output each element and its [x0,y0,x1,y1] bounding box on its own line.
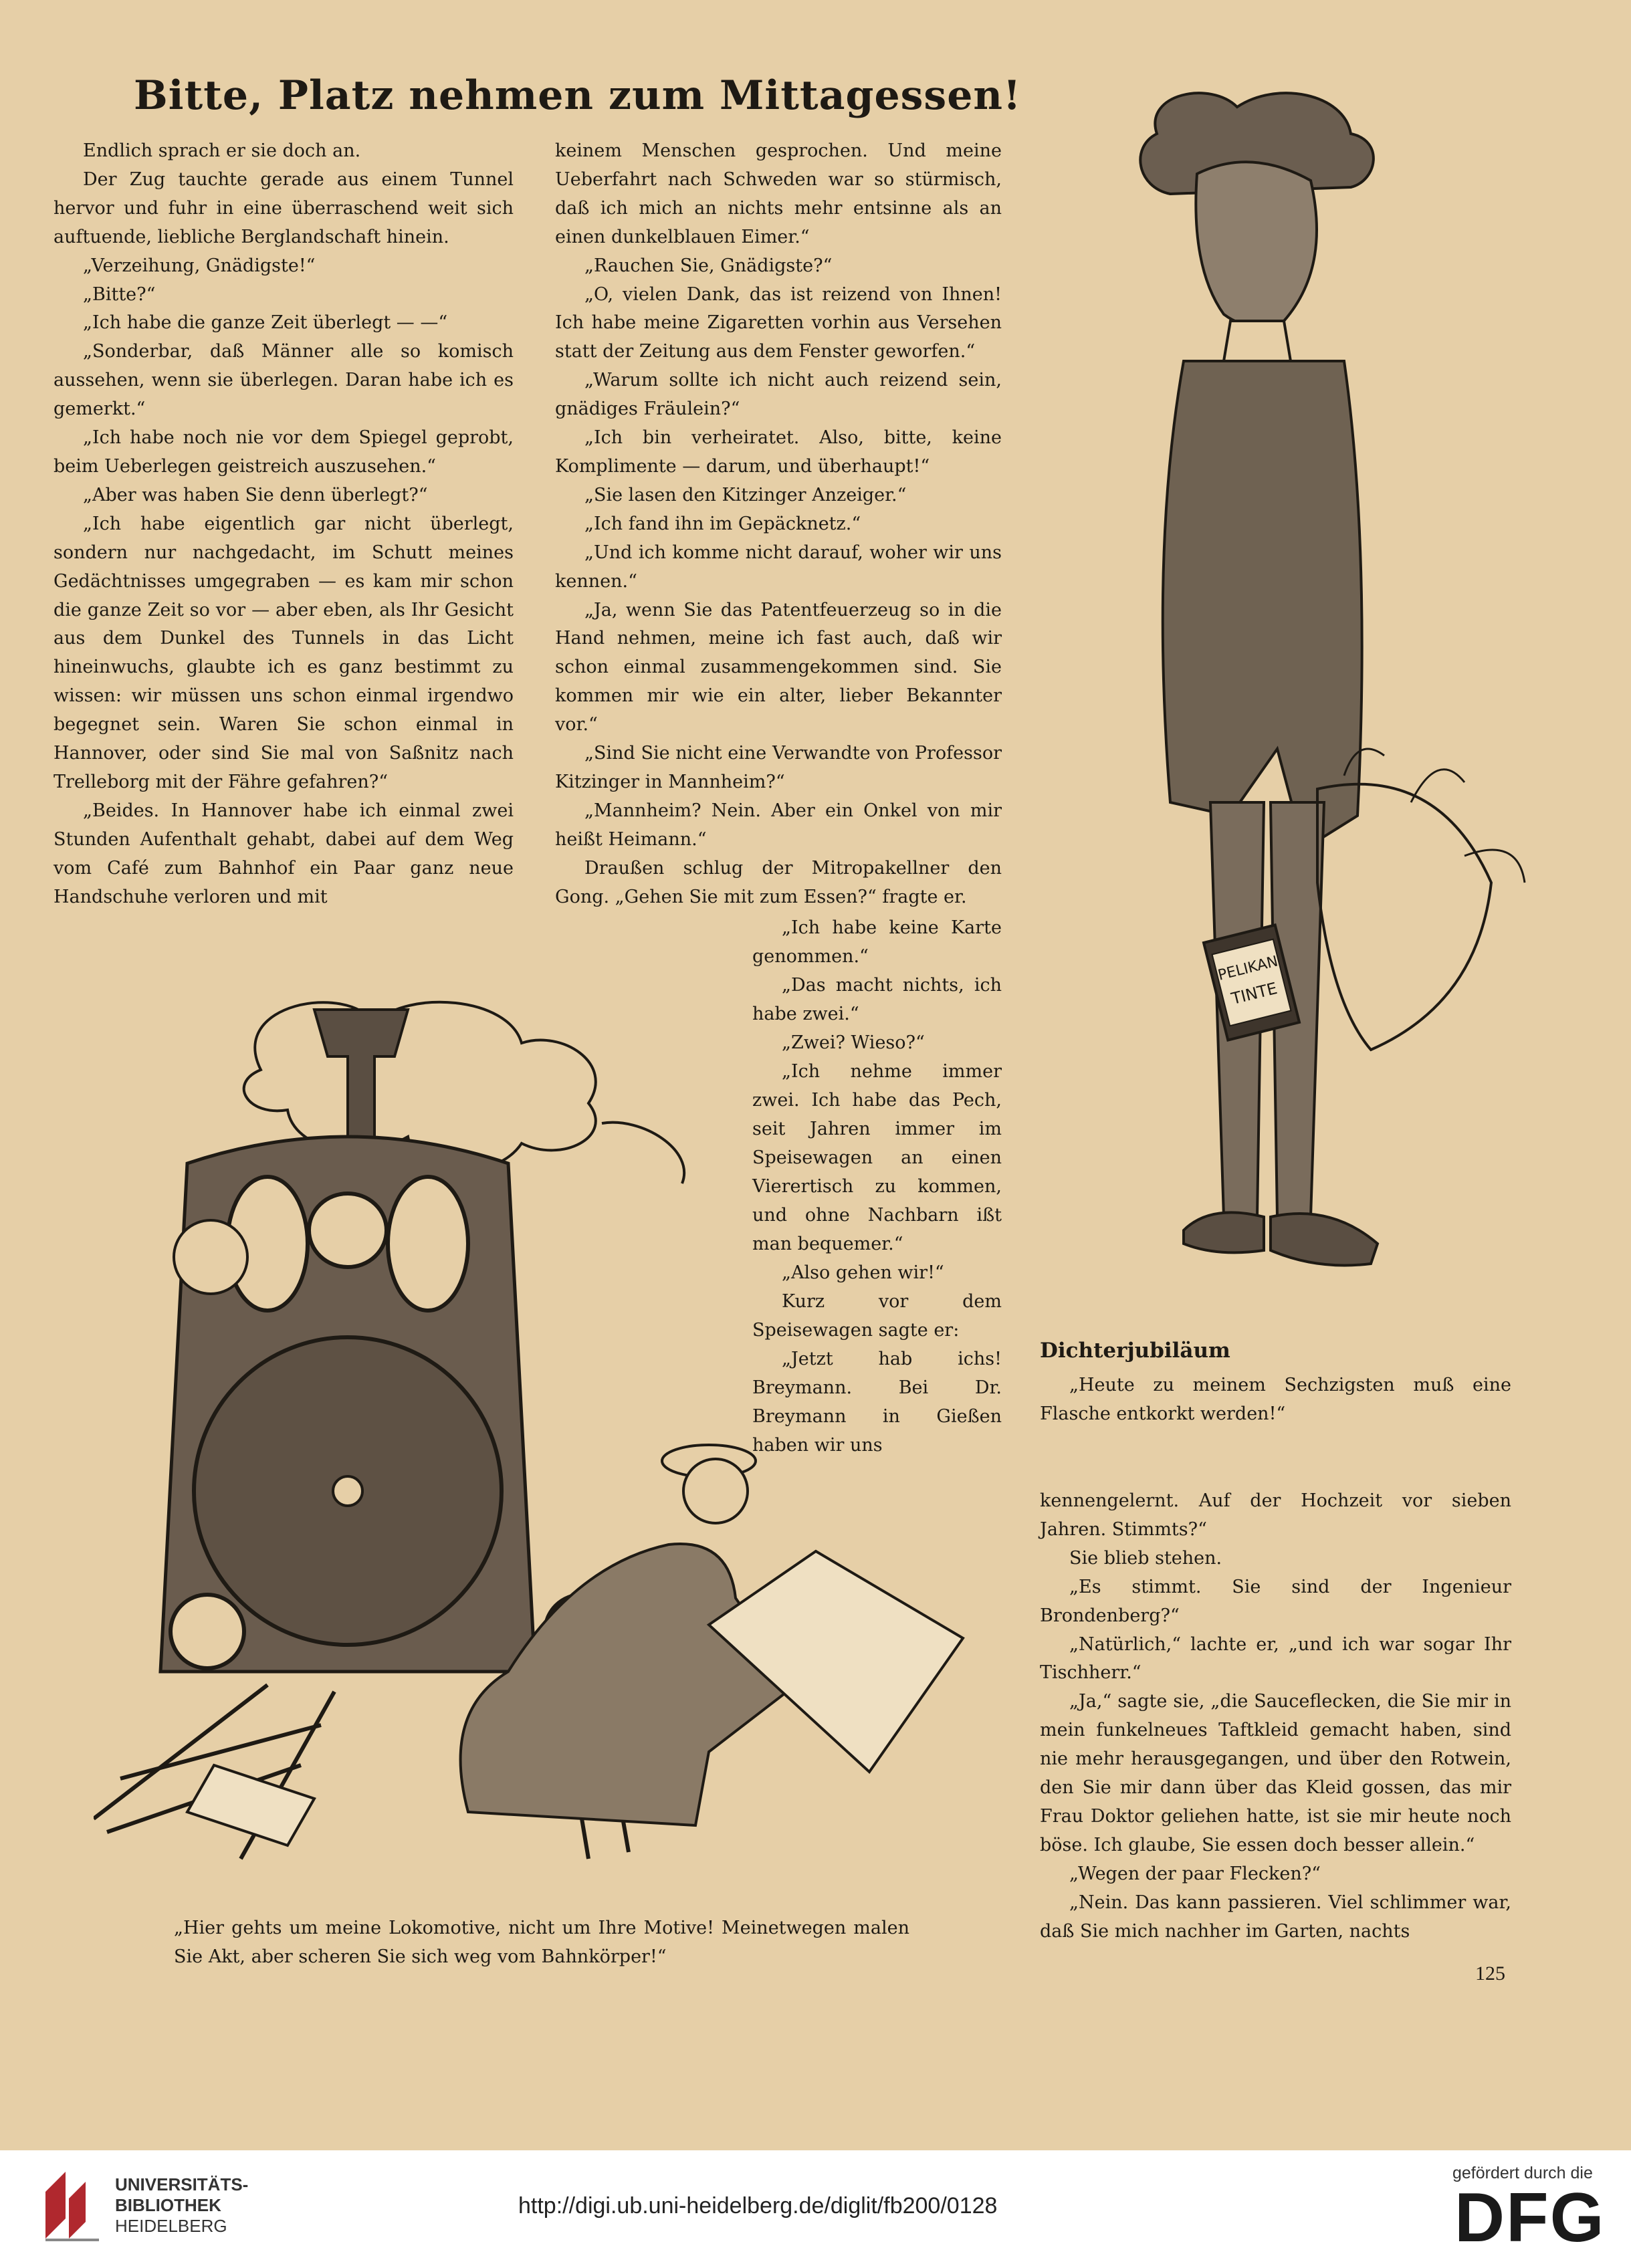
paragraph: „Beides. In Hannover habe ich einmal zwei Stunden Aufenthalt gehabt, dabei auf dem Weg vom Café zum Bahnhof ein Paar ganz neue Handschuhe verloren und mit [53,800,514,907]
paragraph: Draußen schlug der Mitropakellner den Gong. „Gehen Sie mit zum Essen?“ fragte er. [555,857,1002,907]
paragraph: Kurz vor dem Speisewagen sagte er: [752,1291,1002,1341]
paragraph: „Jetzt hab ichs! Breymann. Bei Dr. Breymann in Gießen haben wir uns [752,1349,1002,1456]
library-name-line-3: HEIDELBERG [115,2216,227,2236]
paragraph: „Verzeihung, Gnädigste!“ [83,255,316,276]
paragraph: „Ich habe die ganze Zeit überlegt — —“ [83,312,448,334]
paragraph: „Sonderbar, daß Männer alle so komisch aussehen, wenn sie überlegen. Daran habe ich es gemerkt.“ [53,341,514,420]
paragraph: „O, vielen Dank, das ist reizend von Ihnen! Ich habe meine Zigaretten vorhin aus Versehen statt der Zeitung aus dem Fenster geworfen.“ [555,284,1002,362]
paragraph: „Ich fand ihn im Gepäcknetz.“ [584,513,861,534]
paragraph: „Und ich komme nicht darauf, woher wir uns kennen.“ [555,542,1002,592]
locomotive-cartoon-caption: „Hier gehts um meine Lokomotive, nicht um Ihre Motive! Meinetwegen malen Sie Akt, aber scheren Sie sich weg vom Bahnkörper!“ [174,1918,909,1967]
poet-cartoon-caption: „Heute zu meinem Sechzigsten muß eine Flasche entkorkt werden!“ [1040,1375,1511,1424]
paragraph: „Ich nehme immer zwei. Ich habe das Pech, seit Jahren immer im Speisewagen an einen Vierertisch zu kommen, und ohne Nachbarn ißt man bequemer.“ [752,1061,1002,1254]
source-url-link[interactable]: http://digi.ub.uni-heidelberg.de/diglit/fb200/0128 [518,2193,998,2219]
university-library-name [115,2174,248,2237]
paragraph: „Warum sollte ich nicht auch reizend sein, gnädiges Fräulein?“ [555,370,1002,420]
text-column-1 [53,137,514,911]
ink-label-top: PELIKAN [1216,953,1280,984]
dfg-logo: DFG [1454,2179,1606,2257]
poet-cartoon-illustration [1063,80,1545,1331]
ink-label-bottom: TINTE [1229,978,1279,1008]
paragraph: „Bitte?“ [83,284,156,305]
paragraph: „Ja,“ sagte sie, „die Sauceflecken, die Sie mir in mein funkelneues Taftkleid gemacht haben, sind nie mehr herausgegangen, und über den Rotwein, den Sie mir dann über das Kleid gossen, das mir Frau Doktor geliehen hatte, ist sie mir heute noch böse. Ich glaube, Sie essen doch besser allein.“ [1040,1691,1511,1855]
poet-cartoon-heading: Dichterjubiläum [1040,1339,1230,1363]
paragraph: Der Zug tauchte gerade aus einem Tunnel hervor und fuhr in eine überraschend weit sich auftuende, liebliche Berglandschaft hinein. [53,168,514,247]
paragraph: „Aber was haben Sie denn überlegt?“ [83,484,428,505]
locomotive-cartoon-illustration [94,963,1003,1899]
library-name-line-2: BIBLIOTHEK [115,2195,221,2215]
paragraph: „Sind Sie nicht eine Verwandte von Professor Kitzinger in Mannheim?“ [555,743,1002,792]
paragraph: „Mannheim? Nein. Aber ein Onkel von mir heißt Heimann.“ [555,800,1002,850]
paragraph: keinem Menschen gesprochen. Und meine Ueberfahrt nach Schweden war so stürmisch, daß ich mich an nichts mehr entsinne als an einen dunkelblauen Eimer.“ [555,140,1002,247]
paragraph: „Ich habe keine Karte genommen.“ [752,917,1002,967]
paragraph: Sie blieb stehen. [1069,1547,1222,1569]
text-column-3 [1040,1487,1511,1946]
paragraph: „Zwei? Wieso?“ [782,1032,925,1053]
article-title: Bitte, Platz nehmen zum Mittagessen! [134,72,1022,119]
paragraph: „Ja, wenn Sie das Patentfeuerzeug so in die Hand nehmen, meine ich fast auch, daß wir schon einmal zusammengekommen sind. Sie kommen mir wie ein alter, lieber Bekannter vor.“ [555,599,1002,735]
funded-by-label: gefördert durch die [1452,2164,1593,2182]
page-number: 125 [1475,1962,1505,1984]
paragraph: kennengelernt. Auf der Hochzeit vor sieben Jahren. Stimmts?“ [1040,1490,1511,1540]
paragraph: „Natürlich,“ lachte er, „und ich war sogar Ihr Tischherr.“ [1040,1633,1511,1684]
library-name-line-1: UNIVERSITÄTS- [115,2174,249,2194]
paragraph: „Rauchen Sie, Gnädigste?“ [584,255,833,276]
paragraph: „Ich bin verheiratet. Also, bitte, keine Komplimente — darum, und überhaupt!“ [555,427,1002,477]
university-library-logo-icon [39,2165,106,2245]
paragraph: „Also gehen wir!“ [782,1262,944,1283]
paragraph: „Das macht nichts, ich habe zwei.“ [752,975,1002,1024]
paragraph: „Sie lasen den Kitzinger Anzeiger.“ [584,484,907,505]
paragraph: Endlich sprach er sie doch an. [83,140,361,161]
paragraph: „Ich habe eigentlich gar nicht überlegt, sondern nur nachgedacht, im Schutt meines Gedächtnisses umgegraben — es kam mir schon die ganze Zeit so vor — aber eben, als Ihr Gesicht aus dem Dunkel des Tunnels in das Licht hineinwuchs, glaubte ich es ganz bestimmt zu wissen: wir müssen uns schon einmal irgendwo begegnet sein. Waren Sie schon einmal in Hannover, oder sind Sie mal von Saßnitz nach Trelleborg mit der Fähre gefahren?“ [53,513,514,792]
paragraph: „Es stimmt. Sie sind der Ingenieur Brondenberg?“ [1040,1576,1511,1626]
text-column-2 [555,137,1002,911]
paragraph: „Ich habe noch nie vor dem Spiegel geprobt, beim Ueberlegen geistreich auszusehen.“ [53,427,514,477]
paragraph: „Wegen der paar Flecken?“ [1069,1863,1321,1884]
paragraph: „Nein. Das kann passieren. Viel schlimmer war, daß Sie mich nachher im Garten, nachts [1040,1892,1511,1942]
